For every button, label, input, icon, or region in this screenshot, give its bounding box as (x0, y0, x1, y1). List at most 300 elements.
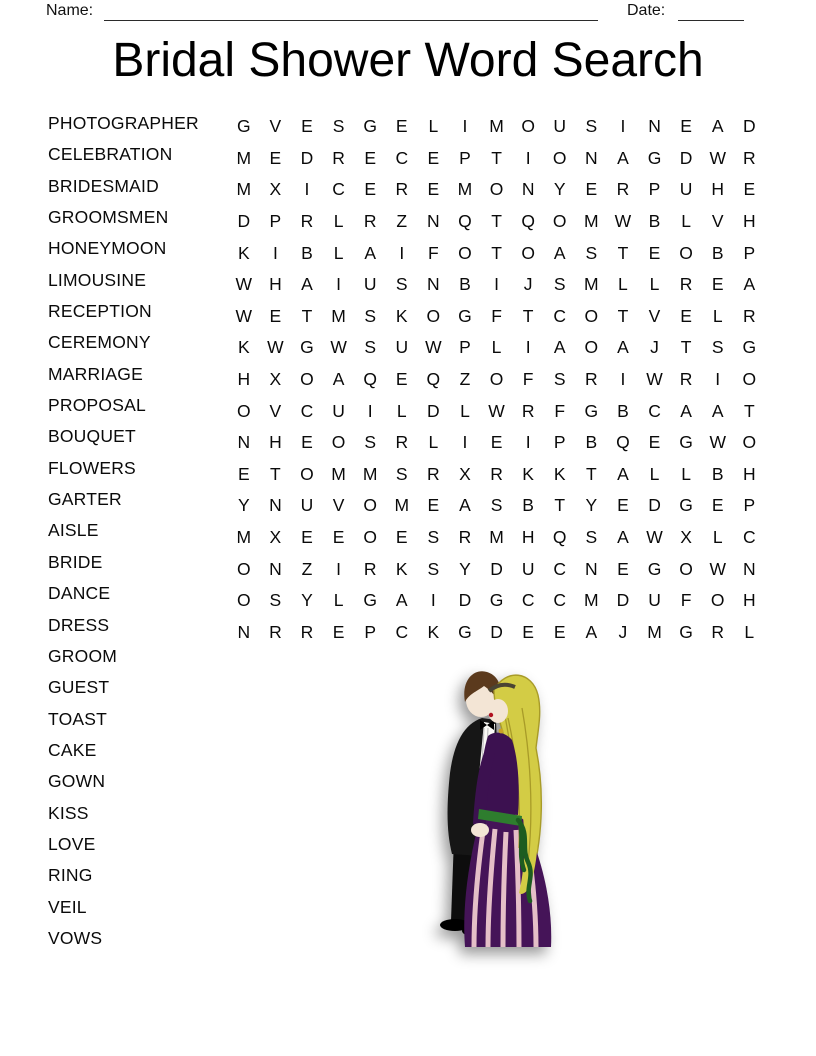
grid-cell-letter: H (711, 179, 725, 200)
grid-cell-letter: R (269, 621, 282, 642)
word-list-item: DRESS (48, 614, 110, 635)
grid-cell-letter: O (363, 527, 377, 548)
grid-cell-letter: G (363, 116, 377, 137)
grid-cell-letter: O (363, 495, 377, 516)
grid-cell-letter: D (742, 116, 756, 137)
grid-cell-letter: R (395, 179, 409, 200)
grid-cell-letter: M (394, 495, 410, 516)
grid-cell-letter: Q (363, 369, 377, 390)
word-list-item: GROOMSMEN (48, 207, 169, 228)
grid-cell-letter: I (620, 116, 626, 137)
grid-cell-letter: W (488, 400, 505, 421)
grid-cell-letter: C (300, 400, 314, 421)
grid-cell-letter: T (617, 305, 629, 326)
grid-cell-letter: O (489, 179, 504, 200)
grid-cell-letter: M (236, 527, 252, 548)
grid-cell-letter: T (743, 400, 755, 421)
grid-cell-letter: I (525, 147, 531, 168)
grid-cell-letter: E (427, 179, 440, 200)
grid-cell-letter: I (304, 179, 310, 200)
grid-cell-letter: P (743, 242, 756, 263)
grid-cell-letter: O (426, 305, 441, 326)
grid-cell-letter: A (711, 116, 724, 137)
word-list-item: RING (48, 865, 93, 886)
grid-cell-letter: P (364, 621, 377, 642)
grid-cell-letter: W (235, 274, 253, 295)
grid-cell-letter: H (269, 432, 282, 453)
grid-cell-letter: M (331, 463, 346, 484)
grid-cell-letter: S (332, 116, 345, 137)
grid-cell-letter: W (235, 305, 253, 326)
grid-cell-letter: Q (426, 369, 441, 390)
grid-cell-letter: I (525, 337, 531, 358)
grid-cell-letter: S (364, 432, 377, 453)
grid-cell-letter: A (553, 337, 566, 358)
grid-cell-letter: A (617, 147, 629, 168)
grid-cell-letter: G (679, 621, 693, 642)
grid-cell-letter: M (584, 590, 599, 611)
grid-cell-letter: R (711, 621, 725, 642)
grid-cell-letter: I (715, 369, 721, 390)
grid-cell-letter: P (459, 147, 471, 168)
grid-cell-letter: R (363, 558, 377, 579)
grid-cell-letter: B (711, 242, 724, 263)
grid-cell-letter: K (237, 337, 250, 358)
grid-cell-letter: I (367, 400, 373, 421)
grid-cell-letter: L (712, 527, 723, 548)
grid-cell-letter: M (489, 116, 504, 137)
grid-cell-letter: N (585, 558, 598, 579)
grid-cell-letter: D (490, 558, 503, 579)
bride-groom-illustration (424, 658, 574, 958)
grid-cell-letter: G (489, 590, 504, 611)
grid-cell-letter: N (742, 558, 756, 579)
grid-cell-letter: W (709, 432, 726, 453)
grid-cell-letter: G (300, 337, 314, 358)
grid-cell-letter: W (330, 337, 347, 358)
grid-cell-letter: Q (458, 211, 472, 232)
grid-cell-letter: S (269, 590, 282, 611)
grid-cell-letter: N (269, 495, 282, 516)
grid-cell-letter: A (459, 495, 471, 516)
grid-cell-letter: N (427, 211, 440, 232)
grid-cell-letter: Q (552, 527, 567, 548)
word-list-item: GOWN (48, 771, 106, 792)
grid-cell-letter: N (521, 179, 535, 200)
grid-cell-letter: U (300, 495, 314, 516)
grid-cell-letter: B (585, 432, 598, 453)
grid-cell-letter: A (743, 274, 756, 295)
grid-cell-letter: Y (585, 495, 598, 516)
grid-cell-letter: S (427, 527, 440, 548)
word-list-item: LIMOUSINE (48, 269, 147, 290)
grid-cell-letter: I (525, 432, 531, 453)
grid-cell-letter: S (553, 369, 566, 390)
grid-cell-letter: C (742, 527, 756, 548)
grid-cell-letter: K (237, 242, 250, 263)
grid-cell-letter: F (428, 242, 439, 263)
grid-cell-letter: I (399, 242, 405, 263)
grid-cell-letter: V (269, 116, 282, 137)
grid-cell-letter: F (680, 590, 692, 611)
grid-cell-letter: K (553, 463, 566, 484)
grid-cell-letter: E (648, 242, 661, 263)
grid-cell-letter: G (584, 400, 599, 421)
grid-cell-letter: O (331, 432, 346, 453)
grid-cell-letter: X (269, 369, 282, 390)
grid-cell-letter: A (680, 400, 692, 421)
grid-cell-letter: E (711, 495, 724, 516)
grid-cell-letter: G (363, 590, 377, 611)
grid-cell-letter: J (618, 621, 628, 642)
grid-cell-letter: Z (301, 558, 313, 579)
word-list-item: PROPOSAL (48, 395, 146, 416)
grid-cell-letter: R (300, 211, 314, 232)
word-list-item: DANCE (48, 583, 111, 604)
grid-cell-letter: O (236, 558, 251, 579)
grid-cell-letter: D (427, 400, 440, 421)
grid-cell-letter: S (364, 337, 377, 358)
grid-cell-letter: E (332, 621, 345, 642)
grid-cell-letter: D (237, 211, 251, 232)
grid-cell-letter: H (742, 463, 756, 484)
grid-cell-letter: B (301, 242, 313, 263)
grid-cell-letter: L (618, 274, 628, 295)
grid-cell-letter: G (679, 432, 693, 453)
grid-cell-letter: R (300, 621, 314, 642)
word-list-item: VEIL (48, 896, 87, 917)
word-list-item: GUEST (48, 677, 110, 698)
grid-cell-letter: R (742, 305, 756, 326)
grid-cell-letter: O (679, 242, 693, 263)
grid-cell-letter: T (522, 305, 534, 326)
name-label: Name: (46, 2, 94, 19)
grid-cell-letter: E (269, 147, 282, 168)
grid-cell-letter: A (617, 337, 629, 358)
grid-cell-letter: K (395, 305, 408, 326)
grid-cell-letter: R (679, 274, 693, 295)
word-list-item: FLOWERS (48, 457, 136, 478)
grid-cell-letter: L (681, 463, 691, 484)
grid-cell-letter: M (331, 305, 346, 326)
word-list-item: BRIDESMAID (48, 175, 159, 196)
grid-cell-letter: V (332, 495, 345, 516)
grid-cell-letter: T (617, 242, 629, 263)
grid-cell-letter: P (553, 432, 566, 453)
grid-cell-letter: G (458, 305, 472, 326)
grid-cell-letter: Z (459, 369, 471, 390)
grid-cell-letter: M (584, 274, 599, 295)
grid-cell-letter: E (301, 432, 313, 453)
grid-cell-letter: P (648, 179, 661, 200)
grid-cell-letter: K (427, 621, 440, 642)
grid-cell-letter: R (427, 463, 440, 484)
grid-cell-letter: T (301, 305, 313, 326)
grid-cell-letter: R (742, 147, 756, 168)
grid-cell-letter: L (649, 463, 660, 484)
bride-necklace (499, 729, 504, 734)
grid-cell-letter: W (267, 337, 284, 358)
grid-cell-letter: L (491, 337, 502, 358)
grid-cell-letter: D (648, 495, 661, 516)
grid-cell-letter: O (521, 116, 535, 137)
grid-cell-letter: C (332, 179, 345, 200)
grid-cell-letter: E (395, 527, 408, 548)
grid-cell-letter: R (521, 400, 535, 421)
grid-cell-letter: R (490, 463, 503, 484)
grid-cell-letter: E (743, 179, 756, 200)
grid-cell-letter: U (521, 558, 535, 579)
grid-cell-letter: E (427, 495, 440, 516)
date-blank-line (678, 1, 744, 21)
grid-cell-letter: S (585, 242, 598, 263)
grid-cell-letter: B (617, 400, 629, 421)
word-list-item: GROOM (48, 645, 118, 666)
grid-cell-letter: R (395, 432, 409, 453)
grid-cell-letter: H (237, 369, 251, 390)
grid-cell-letter: R (616, 179, 630, 200)
grid-cell-letter: F (491, 305, 502, 326)
grid-cell-letter: U (648, 590, 661, 611)
grid-cell-letter: I (272, 242, 278, 263)
word-list-item: KISS (48, 802, 89, 823)
grid-cell-letter: S (490, 495, 503, 516)
grid-cell-letter: E (395, 116, 408, 137)
grid-cell-letter: H (742, 590, 756, 611)
grid-cell-letter: Z (396, 211, 408, 232)
grid-cell-letter: M (457, 179, 473, 200)
grid-cell-letter: F (522, 369, 534, 390)
grid-cell-letter: O (300, 369, 314, 390)
name-blank-line (104, 1, 598, 21)
grid-cell-letter: X (680, 527, 692, 548)
grid-cell-letter: T (554, 495, 566, 516)
grid-cell-letter: S (553, 274, 566, 295)
grid-cell-letter: S (711, 337, 724, 358)
grid-cell-letter: T (585, 463, 597, 484)
grid-cell-letter: G (647, 558, 662, 579)
grid-cell-letter: C (521, 590, 535, 611)
word-list-item: HONEYMOON (48, 238, 167, 259)
grid-cell-letter: M (236, 179, 252, 200)
grid-cell-letter: W (646, 527, 663, 548)
grid-cell-letter: Y (459, 558, 471, 579)
grid-cell-letter: H (742, 211, 756, 232)
word-list-item: MARRIAGE (48, 363, 143, 384)
grid-cell-letter: O (584, 305, 599, 326)
grid-cell-letter: B (522, 495, 534, 516)
word-list (48, 108, 199, 954)
grid-cell-letter: E (648, 432, 661, 453)
grid-cell-letter: V (711, 211, 724, 232)
grid-cell-letter: E (332, 527, 345, 548)
grid-cell-letter: C (553, 305, 567, 326)
grid-cell-letter: M (647, 621, 662, 642)
grid-cell-letter: R (585, 369, 598, 390)
grid-cell-letter: C (553, 590, 567, 611)
word-list-item: TOAST (48, 708, 108, 729)
grid-cell-letter: J (523, 274, 533, 295)
grid-cell-letter: M (489, 527, 504, 548)
grid-cell-letter: E (269, 305, 282, 326)
grid-cell-letter: N (427, 274, 440, 295)
word-list-item: BRIDE (48, 551, 103, 572)
grid-cell-letter: V (648, 305, 661, 326)
grid-cell-letter: T (491, 211, 502, 232)
grid-cell-letter: L (428, 116, 439, 137)
grid-cell-letter: N (237, 621, 251, 642)
grid-cell-letter: I (620, 369, 626, 390)
grid-cell-letter: E (585, 179, 598, 200)
grid-cell-letter: G (458, 621, 472, 642)
grid-cell-letter: T (491, 242, 502, 263)
grid-cell-letter: A (301, 274, 313, 295)
grid-cell-letter: A (395, 590, 408, 611)
page-title: Bridal Shower Word Search (112, 34, 704, 87)
grid-cell-letter: T (491, 147, 502, 168)
grid-cell-letter: D (490, 621, 503, 642)
grid-cell-letter: O (552, 147, 567, 168)
grid-cell-letter: R (679, 369, 693, 390)
grid-cell-letter: E (301, 116, 313, 137)
grid-cell-letter: W (425, 337, 442, 358)
grid-cell-letter: Y (237, 495, 250, 516)
grid-cell-letter: I (336, 558, 342, 579)
grid-cell-letter: B (711, 463, 724, 484)
grid-cell-letter: A (711, 400, 724, 421)
bride-face (488, 699, 508, 723)
grid-cell-letter: L (333, 242, 344, 263)
grid-cell-letter: S (427, 558, 440, 579)
grid-cell-letter: P (743, 495, 756, 516)
grid-cell-letter: M (236, 147, 252, 168)
grid-cell-letter: L (649, 274, 660, 295)
held-hands (471, 823, 489, 837)
grid-cell-letter: A (364, 242, 377, 263)
grid-cell-letter: Q (616, 432, 630, 453)
word-list-item: PHOTOGRAPHER (48, 113, 199, 133)
grid-cell-letter: W (646, 369, 663, 390)
grid-cell-letter: O (521, 242, 535, 263)
grid-cell-letter: K (395, 558, 408, 579)
grid-cell-letter: O (489, 369, 504, 390)
grid-cell-letter: G (647, 147, 662, 168)
grid-cell-letter: L (333, 590, 344, 611)
grid-cell-letter: D (458, 590, 472, 611)
grid-cell-letter: E (395, 369, 408, 390)
grid-cell-letter: N (237, 432, 251, 453)
grid-cell-letter: O (584, 337, 599, 358)
grid-cell-letter: B (648, 211, 661, 232)
grid-cell-letter: O (236, 590, 251, 611)
bride-lips (489, 713, 493, 717)
grid-cell-letter: X (269, 527, 282, 548)
grid-cell-letter: O (552, 211, 567, 232)
grid-cell-letter: C (395, 147, 409, 168)
grid-cell-letter: R (332, 147, 345, 168)
word-list-item: CAKE (48, 739, 97, 760)
grid-cell-letter: W (709, 147, 726, 168)
grid-cell-letter: V (269, 400, 282, 421)
grid-cell-letter: A (585, 621, 598, 642)
grid-cell-letter: T (680, 337, 692, 358)
grid-cell-letter: E (680, 116, 692, 137)
grid-cell-letter: Q (521, 211, 535, 232)
word-list-item: CEREMONY (48, 332, 151, 353)
grid-cell-letter: D (300, 147, 314, 168)
grid-cell-letter: C (395, 621, 409, 642)
grid-cell-letter: U (363, 274, 377, 295)
grid-cell-letter: A (617, 463, 629, 484)
grid-cell-letter: S (585, 527, 598, 548)
grid-cell-letter: A (553, 242, 566, 263)
word-list-item: CELEBRATION (48, 144, 173, 165)
grid-cell-letter: I (430, 590, 436, 611)
grid-cell-letter: G (742, 337, 757, 358)
grid-cell-letter: N (269, 558, 282, 579)
grid-cell-letter: O (742, 432, 757, 453)
word-list-item: GARTER (48, 489, 122, 510)
grid-cell-letter: B (459, 274, 471, 295)
word-list-item: VOWS (48, 927, 103, 948)
grid-cell-letter: X (459, 463, 471, 484)
grid-cell-letter: X (269, 179, 282, 200)
grid-cell-letter: O (300, 463, 314, 484)
grid-cell-letter: G (236, 116, 251, 137)
grid-cell-letter: J (650, 337, 659, 358)
grid-cell-letter: C (553, 558, 567, 579)
grid-cell-letter: E (301, 527, 313, 548)
grid-cell-letter: E (364, 179, 377, 200)
grid-cell-letter: S (364, 305, 377, 326)
grid-cell-letter: L (396, 400, 407, 421)
grid-cell-letter: C (648, 400, 661, 421)
grid-cell-letter: O (679, 558, 693, 579)
grid-cell-letter: Y (301, 590, 313, 611)
grid-cell-letter: L (744, 621, 755, 642)
grid-cell-letter: O (742, 369, 757, 390)
grid-cell-letter: D (616, 590, 630, 611)
grid-cell-letter: P (459, 337, 471, 358)
grid-cell-letter: A (617, 527, 629, 548)
word-list-item: AISLE (48, 520, 99, 541)
grid-cell-letter: E (522, 621, 534, 642)
grid-cell-letter: U (679, 179, 693, 200)
grid-cell-letter: M (362, 463, 378, 484)
grid-cell-letter: S (395, 463, 408, 484)
grid-cell-letter: H (521, 527, 535, 548)
grid-cell-letter: U (553, 116, 567, 137)
grid-cell-letter: L (712, 305, 723, 326)
word-list-item: BOUQUET (48, 426, 136, 447)
grid-cell-letter: L (460, 400, 470, 421)
grid-cell-letter: N (648, 116, 661, 137)
grid-cell-letter: I (462, 432, 468, 453)
grid-cell-letter: L (333, 211, 344, 232)
grid-cell-letter: W (709, 558, 726, 579)
grid-cell-letter: W (614, 211, 632, 232)
letter-grid (228, 111, 765, 648)
grid-cell-letter: I (336, 274, 342, 295)
date-label: Date: (627, 2, 666, 19)
grid-cell-letter: R (363, 211, 377, 232)
grid-cell-letter: P (269, 211, 282, 232)
grid-cell-letter: S (585, 116, 598, 137)
grid-cell-letter: E (364, 147, 377, 168)
grid-cell-letter: E (680, 305, 692, 326)
grid-cell-letter: O (710, 590, 725, 611)
grid-cell-letter: M (584, 211, 599, 232)
